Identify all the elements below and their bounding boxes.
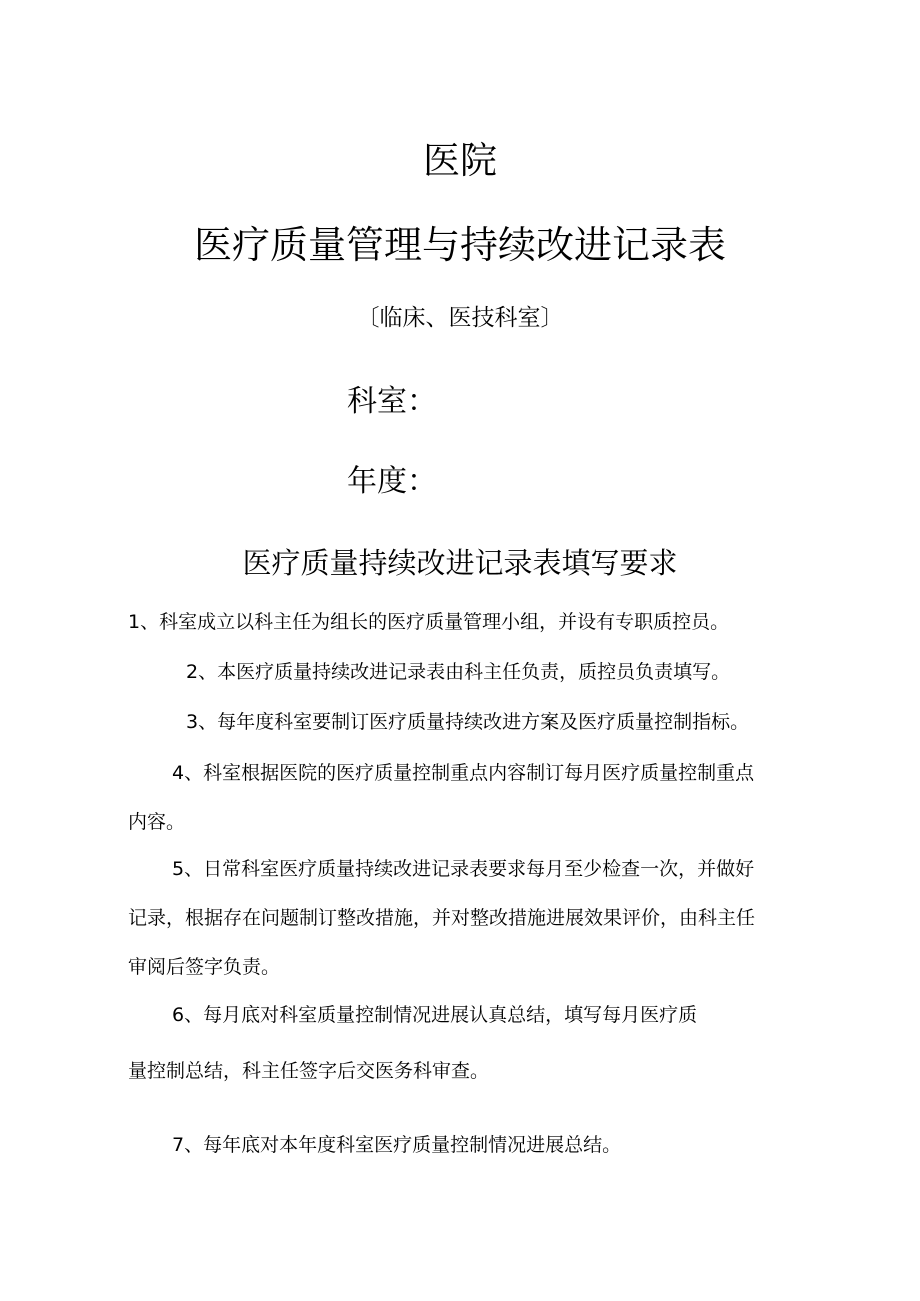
document-title: 医疗质量管理与持续改进记录表 [193, 223, 726, 267]
requirement-item-4-line-1: 4、科室根据医院的医疗质量控制重点内容制订每月医疗质量控制重点 [172, 762, 755, 784]
requirement-item-1: 1、科室成立以科主任为组长的医疗质量管理小组，并设有专职质控员。 [128, 611, 730, 633]
requirement-item-6-line-2: 量控制总结，科主任签字后交医务科审查。 [128, 1060, 490, 1082]
year-field-label: 年度： [347, 464, 437, 499]
requirement-item-4-line-2: 内容。 [128, 811, 186, 833]
requirement-item-7: 7、每年底对本年度科室医疗质量控制情况进展总结。 [172, 1134, 622, 1156]
requirement-item-5-line-2: 记录，根据存在问题制订整改措施，并对整改措施进展效果评价，由科主任 [128, 907, 756, 929]
document-subtitle: 〔临床、医技科室〕 [356, 305, 564, 331]
requirement-item-5-line-3: 审阅后签字负责。 [128, 956, 281, 978]
requirement-item-6-line-1: 6、每月底对科室质量控制情况进展认真总结，填写每月医疗质 [172, 1004, 698, 1026]
hospital-name: 医院 [423, 139, 497, 182]
requirements-title: 医疗质量持续改进记录表填写要求 [242, 546, 678, 580]
requirement-item-3: 3、每年度科室要制订医疗质量持续改进方案及医疗质量控制指标。 [186, 711, 750, 733]
department-field-label: 科室： [347, 384, 437, 419]
requirement-item-5-line-1: 5、日常科室医疗质量持续改进记录表要求每月至少检查一次，并做好 [172, 858, 755, 880]
requirement-item-2: 2、本医疗质量持续改进记录表由科主任负责，质控员负责填写。 [186, 661, 731, 683]
